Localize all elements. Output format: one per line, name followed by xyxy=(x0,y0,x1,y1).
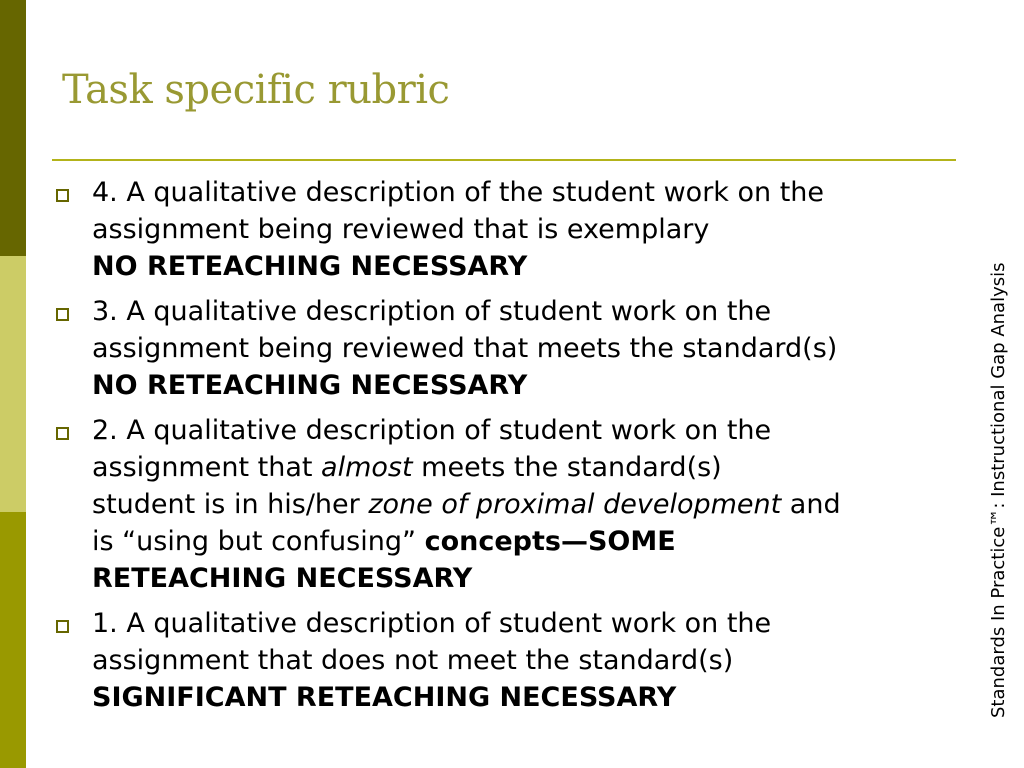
vertical-footer-text: Standards In Practice™: Instructional Gap Analysis xyxy=(988,262,1009,718)
bold-text: concepts—SOME xyxy=(424,526,676,557)
rubric-item-line xyxy=(92,523,1024,560)
square-bullet-icon xyxy=(56,308,69,321)
text-segment: meets the standard(s) xyxy=(412,452,722,483)
text-segment: student is in his/her xyxy=(92,489,369,520)
rubric-item-2 xyxy=(56,412,1024,597)
rubric-item-verdict: NO RETEACHING NECESSARY xyxy=(92,370,528,401)
rubric-item-1 xyxy=(56,605,1024,716)
rubric-item-line: assignment being reviewed that meets the standard(s) xyxy=(92,333,838,364)
title-divider xyxy=(52,159,956,161)
rubric-item-line: 4. A qualitative description of the student work on the xyxy=(92,177,825,208)
rubric-item-line: assignment being reviewed that is exemplary xyxy=(92,214,710,245)
rubric-item-line: 3. A qualitative description of student work on the xyxy=(92,296,772,327)
rubric-item-line: assignment that does not meet the standard(s) xyxy=(92,645,734,676)
rubric-item-4 xyxy=(56,174,1024,285)
rubric-item-3 xyxy=(56,293,1024,404)
rubric-item-line: 1. A qualitative description of student work on the xyxy=(92,608,772,639)
rubric-item-verdict: RETEACHING NECESSARY xyxy=(92,563,473,594)
rubric-item-line: 2. A qualitative description of student work on the xyxy=(92,415,772,446)
rubric-item-line xyxy=(92,486,1024,523)
text-segment: is “using but confusing” xyxy=(92,526,425,557)
square-bullet-icon xyxy=(56,189,69,202)
rubric-list xyxy=(56,174,1024,724)
rubric-item-line xyxy=(92,449,1024,486)
square-bullet-icon xyxy=(56,620,69,633)
slide-title: Task specific rubric xyxy=(62,67,450,113)
rubric-item-verdict: SIGNIFICANT RETEACHING NECESSARY xyxy=(92,682,677,713)
emphasis-text: almost xyxy=(321,452,413,483)
emphasis-text: zone of proximal development xyxy=(368,489,782,520)
left-accent-bar xyxy=(0,0,26,768)
accent-bar-segment-light xyxy=(0,256,26,512)
square-bullet-icon xyxy=(56,427,69,440)
text-segment: assignment that xyxy=(92,452,322,483)
accent-bar-segment-dark xyxy=(0,0,26,256)
text-segment: and xyxy=(781,489,841,520)
rubric-item-verdict: NO RETEACHING NECESSARY xyxy=(92,251,528,282)
accent-bar-segment-olive xyxy=(0,512,26,768)
